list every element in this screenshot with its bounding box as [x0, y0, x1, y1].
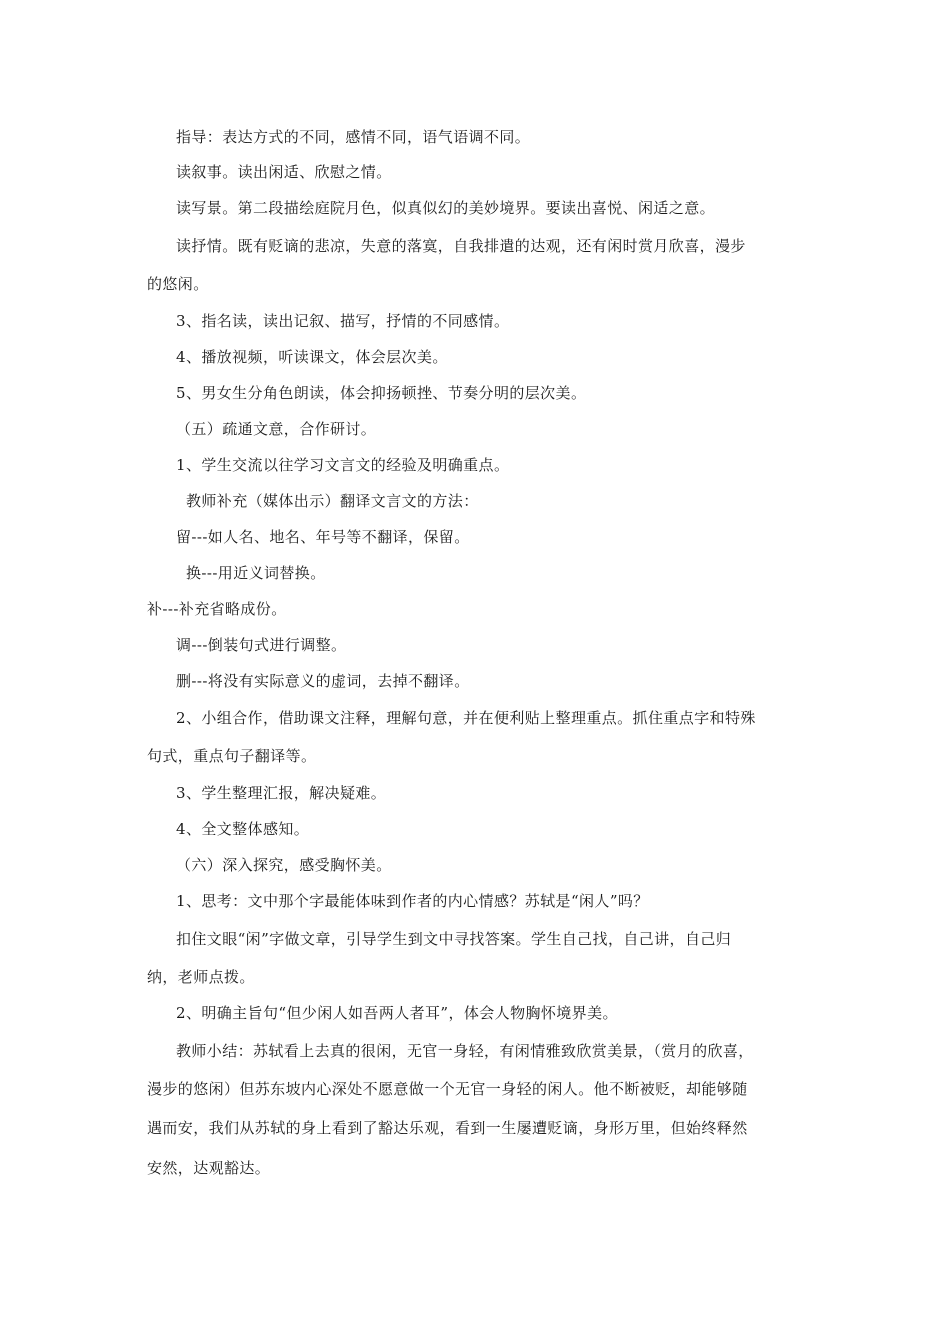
text-line: 4、播放视频，听读课文，体会层次美。: [176, 348, 448, 366]
section-heading: （六）深入探究，感受胸怀美。: [176, 856, 392, 874]
text-line: 2、小组合作，借助课文注释，理解句意，并在便利贴上整理重点。抓住重点字和特殊: [176, 709, 756, 727]
text-line: 删---将没有实际意义的虚词，去掉不翻译。: [176, 672, 470, 690]
text-line: 教师补充（媒体出示）翻译文言文的方法：: [186, 492, 479, 510]
text-line: 4、全文整体感知。: [176, 820, 310, 838]
text-line: 2、明确主旨句“但少闲人如吾两人者耳”，体会人物胸怀境界美。: [176, 1004, 618, 1022]
text-line: 1、思考：文中那个字最能体味到作者的内心情感？苏轼是“闲人”吗？: [176, 892, 649, 910]
text-line: 调---倒装句式进行调整。: [176, 636, 347, 654]
text-line: 读抒情。既有贬谪的悲凉，失意的落寞，自我排遣的达观，还有闲时赏月欣喜，漫步: [176, 237, 746, 255]
text-line: 读写景。第二段描绘庭院月色，似真似幻的美妙境界。要读出喜悦、闲适之意。: [176, 199, 716, 217]
text-line: 5、男女生分角色朗读，体会抑扬顿挫、节奏分明的层次美。: [176, 384, 587, 402]
text-line: 3、指名读，读出记叙、描写，抒情的不同感情。: [176, 312, 510, 330]
text-line: 读叙事。读出闲适、欣慰之情。: [176, 163, 392, 181]
text-line: 1、学生交流以往学习文言文的经验及明确重点。: [176, 456, 510, 474]
text-line: 漫步的悠闲）但苏东坡内心深处不愿意做一个无官一身轻的闲人。他不断被贬，却能够随: [147, 1080, 748, 1098]
text-line: 纳，老师点拨。: [147, 968, 255, 986]
text-line: 的悠闲。: [147, 275, 209, 293]
text-line: 指导：表达方式的不同，感情不同，语气语调不同。: [176, 128, 531, 146]
text-line: 3、学生整理汇报，解决疑难。: [176, 784, 387, 802]
text-line: 扣住文眼“闲”字做文章，引导学生到文中寻找答案。学生自己找，自己讲，自己归: [176, 930, 732, 948]
text-line: 换---用近义词替换。: [186, 564, 326, 582]
text-line: 遇而安，我们从苏轼的身上看到了豁达乐观，看到一生屡遭贬谪，身形万里，但始终释然: [147, 1119, 748, 1137]
text-line: 留---如人名、地名、年号等不翻译，保留。: [176, 528, 470, 546]
text-line: 句式，重点句子翻译等。: [147, 747, 317, 765]
text-line: 补---补充省略成份。: [147, 600, 287, 618]
text-line: 安然，达观豁达。: [147, 1159, 271, 1177]
text-line: 教师小结：苏轼看上去真的很闲，无官一身轻，有闲情雅致欣赏美景，（赏月的欣喜，: [176, 1042, 754, 1060]
section-heading: （五）疏通文意，合作研讨。: [176, 420, 377, 438]
